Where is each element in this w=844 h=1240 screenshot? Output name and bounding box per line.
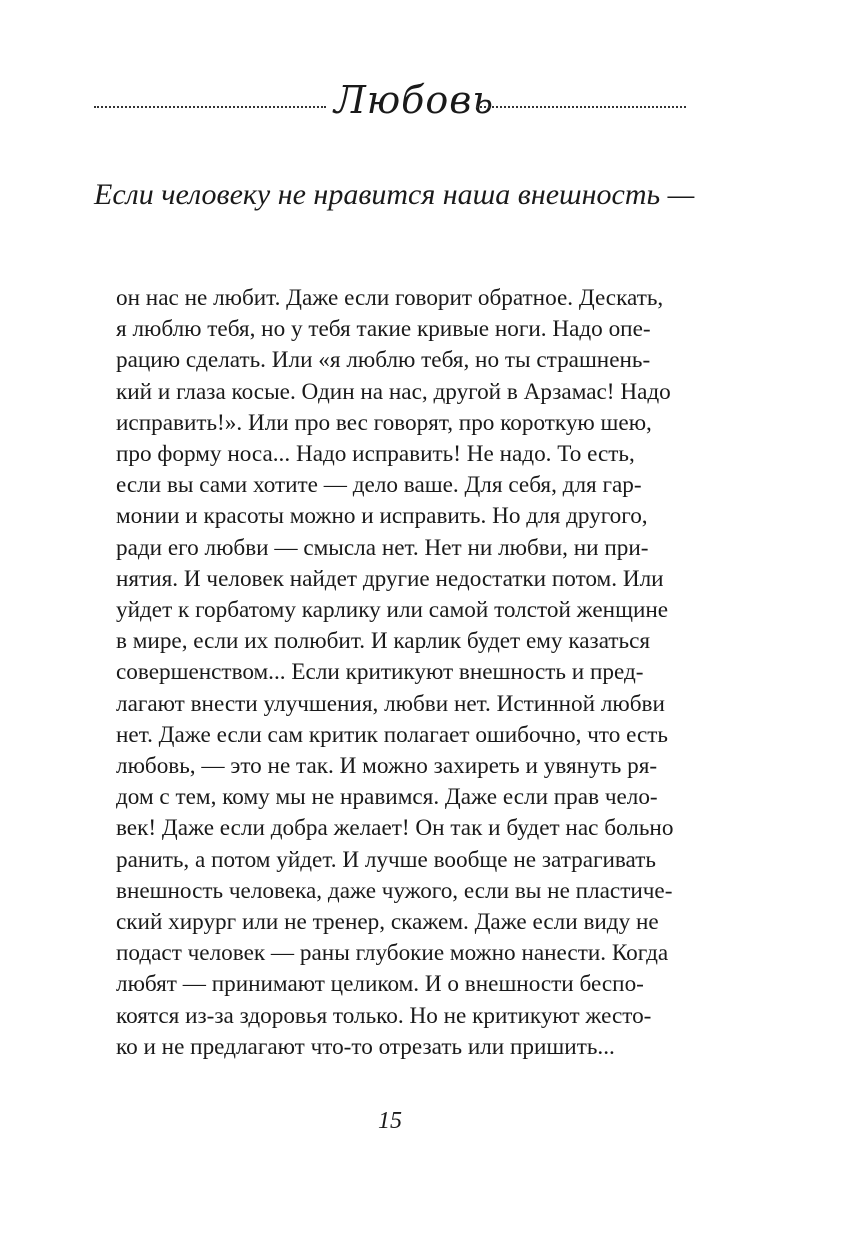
body-paragraph	[116, 283, 716, 1063]
text-line: нятия. И человек найдет другие недостатки потом. Или	[116, 565, 664, 592]
text-line: подаст человек — раны глубокие можно нанести. Когда	[116, 940, 669, 967]
text-line: нет. Даже если сам критик полагает ошибочно, что есть	[116, 721, 668, 748]
text-line: уйдет к горбатому карлику или самой толстой женщине	[116, 597, 669, 624]
text-line: ко и не предлагают что-то отрезать или пришить...	[116, 1033, 615, 1060]
text-line: любовь, — это не так. И можно захиреть и увянуть ря-	[116, 753, 658, 780]
header-dotted-rule-right	[476, 106, 686, 108]
text-line: если вы сами хотите — дело ваше. Для себя, для гар-	[116, 472, 642, 499]
text-line: коятся из-за здоровья только. Но не критикуют жесто-	[116, 1002, 652, 1029]
text-line: ский хирург или не тренер, скажем. Даже если виду не	[116, 909, 659, 936]
running-header	[94, 72, 686, 136]
text-line: про форму носа... Надо исправить! Не надо. То есть,	[116, 441, 635, 468]
text-line: исправить!». Или про вес говорят, про короткую шею,	[116, 409, 652, 436]
section-title: Любовь	[334, 78, 495, 122]
text-line: рацию сделать. Или «я люблю тебя, но ты страшнень-	[116, 347, 651, 374]
text-line: кий и глаза косые. Один на нас, другой в Арзамас! Надо	[116, 378, 671, 405]
text-line: в мире, если их полюбит. И карлик будет ему казаться	[116, 628, 651, 655]
epigraph: Если человеку не нравится наша внешность —	[94, 178, 695, 211]
page-number: 15	[378, 1108, 402, 1134]
text-line: век! Даже если добра желает! Он так и будет нас больно	[116, 815, 674, 842]
text-line: ранить, а потом уйдет. И лучше вообще не затрагивать	[116, 846, 656, 873]
text-line: совершенством... Если критикуют внешность и пред-	[116, 659, 644, 686]
text-line: любят — принимают целиком. И о внешности беспо-	[116, 971, 644, 998]
text-line: ради его любви — смысла нет. Нет ни любви, ни при-	[116, 534, 649, 561]
text-line: он нас не любит. Даже если говорит обратное. Дескать,	[116, 285, 664, 311]
text-line: лагают внести улучшения, любви нет. Истинной любви	[116, 690, 665, 717]
header-dotted-rule-left	[94, 106, 326, 108]
text-line: я люблю тебя, но у тебя такие кривые ноги. Надо опе-	[116, 316, 651, 343]
text-line: внешность человека, даже чужого, если вы не пластиче-	[116, 877, 673, 904]
text-line: монии и красоты можно и исправить. Но для другого,	[116, 503, 648, 530]
text-line: дом с тем, кому мы не нравимся. Даже если прав чело-	[116, 784, 658, 811]
